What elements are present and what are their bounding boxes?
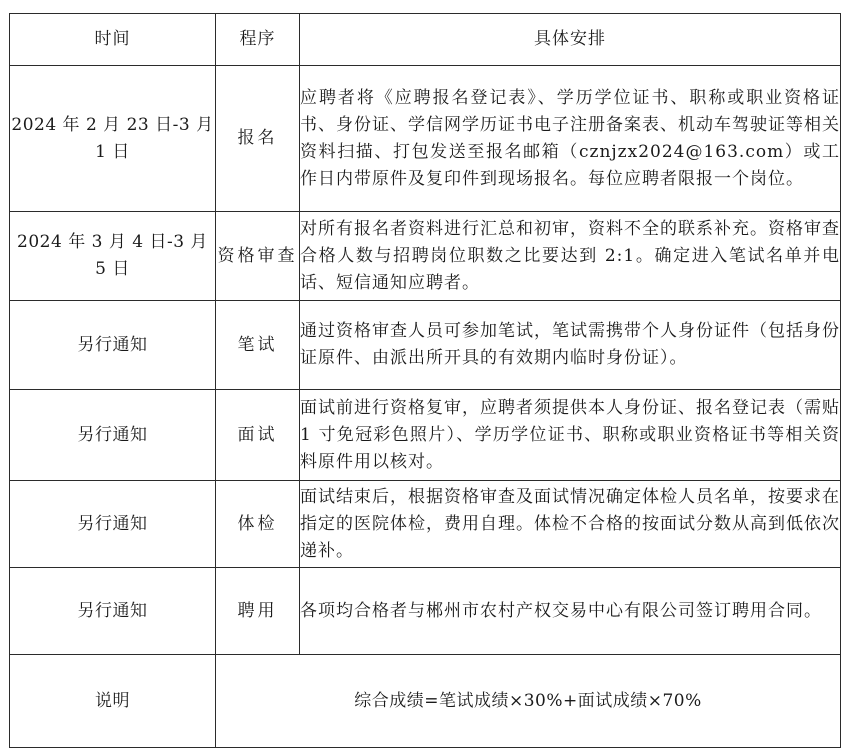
- time-cell: 另行通知: [10, 390, 216, 481]
- table-row: [10, 301, 841, 390]
- recruitment-schedule-table: [9, 13, 841, 748]
- procedure-cell: 报名: [216, 66, 300, 212]
- time-cell: 另行通知: [10, 568, 216, 655]
- procedure-cell: 资格审查: [216, 212, 300, 301]
- procedure-cell: 聘用: [216, 568, 300, 655]
- header-arrangement: 具体安排: [300, 14, 841, 66]
- score-formula: 综合成绩=笔试成绩×30%+面试成绩×70%: [216, 655, 841, 748]
- arrangement-cell: 应聘者将《应聘报名登记表》、学历学位证书、职称或职业资格证书、身份证、学信网学历证书电子注册备案表、机动车驾驶证等相关资料扫描、打包发送至报名邮箱（cznjzx2024@163.com）或工作日内带原件及复印件到现场报名。每位应聘者限报一个岗位。: [300, 66, 841, 212]
- arrangement-cell: 各项均合格者与郴州市农村产权交易中心有限公司签订聘用合同。: [300, 568, 841, 655]
- arrangement-cell: 对所有报名者资料进行汇总和初审，资料不全的联系补充。资格审查合格人数与招聘岗位职数之比要达到 2:1。确定进入笔试名单并电话、短信通知应聘者。: [300, 212, 841, 301]
- note-label: 说明: [10, 655, 216, 748]
- time-cell: 另行通知: [10, 481, 216, 568]
- time-cell: 另行通知: [10, 301, 216, 390]
- time-cell: 2024 年 2 月 23 日-3 月 1 日: [10, 66, 216, 212]
- table-row: [10, 390, 841, 481]
- arrangement-cell: 面试前进行资格复审，应聘者须提供本人身份证、报名登记表（需贴 1 寸免冠彩色照片）、学历学位证书、职称或职业资格证书等相关资料原件用以核对。: [300, 390, 841, 481]
- procedure-cell: 体检: [216, 481, 300, 568]
- header-time: 时间: [10, 14, 216, 66]
- header-procedure: 程序: [216, 14, 300, 66]
- procedure-cell: 面试: [216, 390, 300, 481]
- table-row: [10, 568, 841, 655]
- arrangement-cell: 面试结束后，根据资格审查及面试情况确定体检人员名单，按要求在指定的医院体检，费用自理。体检不合格的按面试分数从高到低依次递补。: [300, 481, 841, 568]
- table-row: [10, 212, 841, 301]
- time-cell: 2024 年 3 月 4 日-3 月 5 日: [10, 212, 216, 301]
- procedure-cell: 笔试: [216, 301, 300, 390]
- arrangement-cell: 通过资格审查人员可参加笔试，笔试需携带个人身份证件（包括身份证原件、由派出所开具的有效期内临时身份证）。: [300, 301, 841, 390]
- table-header-row: [10, 14, 841, 66]
- table-row: [10, 66, 841, 212]
- table-row: [10, 481, 841, 568]
- note-row: [10, 655, 841, 748]
